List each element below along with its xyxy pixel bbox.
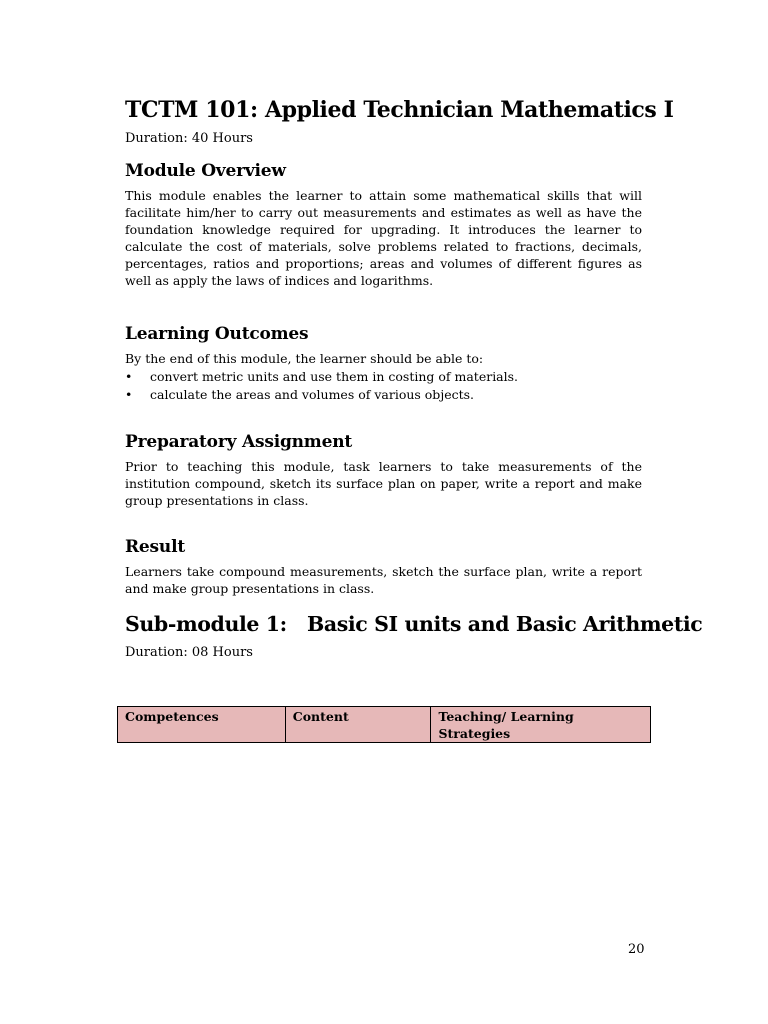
page-number: 20 [628, 942, 645, 957]
result-text: Learners take compound measurements, sketch the surface plan, write a report and make group presentations in class. [125, 564, 642, 596]
module-title: TCTM 101: Applied Technician Mathematics I [125, 97, 674, 123]
header-competences: Competences [118, 707, 286, 743]
outcome-text: calculate the areas and volumes of various objects. [150, 387, 474, 402]
submodule-duration: Duration: 08 Hours [125, 645, 253, 660]
outcome-item [125, 386, 642, 404]
overview-text: This module enables the learner to attain some mathematical skills that will facilitate him/her to carry out measurements and estimates as well as have the foundation knowledge required for upgrading. It introduces the learner to calculate the cost of materials, solve problems related to fractions, decimals, percentages, ratios and proportions; areas and volumes of different figures as well as apply the laws of indices and logarithms. [125, 188, 642, 288]
header-content: Content [285, 707, 431, 743]
module-duration: Duration: 40 Hours [125, 131, 253, 146]
spacer [125, 289, 642, 323]
outcome-text: convert metric units and use them in costing of materials. [150, 369, 519, 384]
outcomes-list [125, 368, 642, 404]
outcome-item [125, 368, 642, 386]
assignment-text: Prior to teaching this module, task learners to take measurements of the institution compound, sketch its surface plan on paper, write a report and make group presentations in class. [125, 459, 642, 508]
document-page [125, 96, 703, 674]
table-header-row [118, 707, 651, 743]
spacer [125, 404, 642, 431]
outcomes-intro: By the end of this module, the learner should be able to: [125, 351, 484, 366]
bullet-icon: • [125, 387, 133, 402]
submodule-title: Sub-module 1: Basic SI units and Basic Arithmetic [125, 612, 703, 636]
assignment-heading: Preparatory Assignment [125, 432, 353, 452]
overview-heading: Module Overview [125, 161, 286, 181]
spacer [125, 509, 642, 536]
bullet-icon: • [125, 369, 133, 384]
result-heading: Result [125, 537, 185, 557]
header-strategies: Teaching/ Learning Strategies [431, 707, 651, 743]
strategy-table [117, 706, 651, 743]
outcomes-heading: Learning Outcomes [125, 324, 309, 344]
